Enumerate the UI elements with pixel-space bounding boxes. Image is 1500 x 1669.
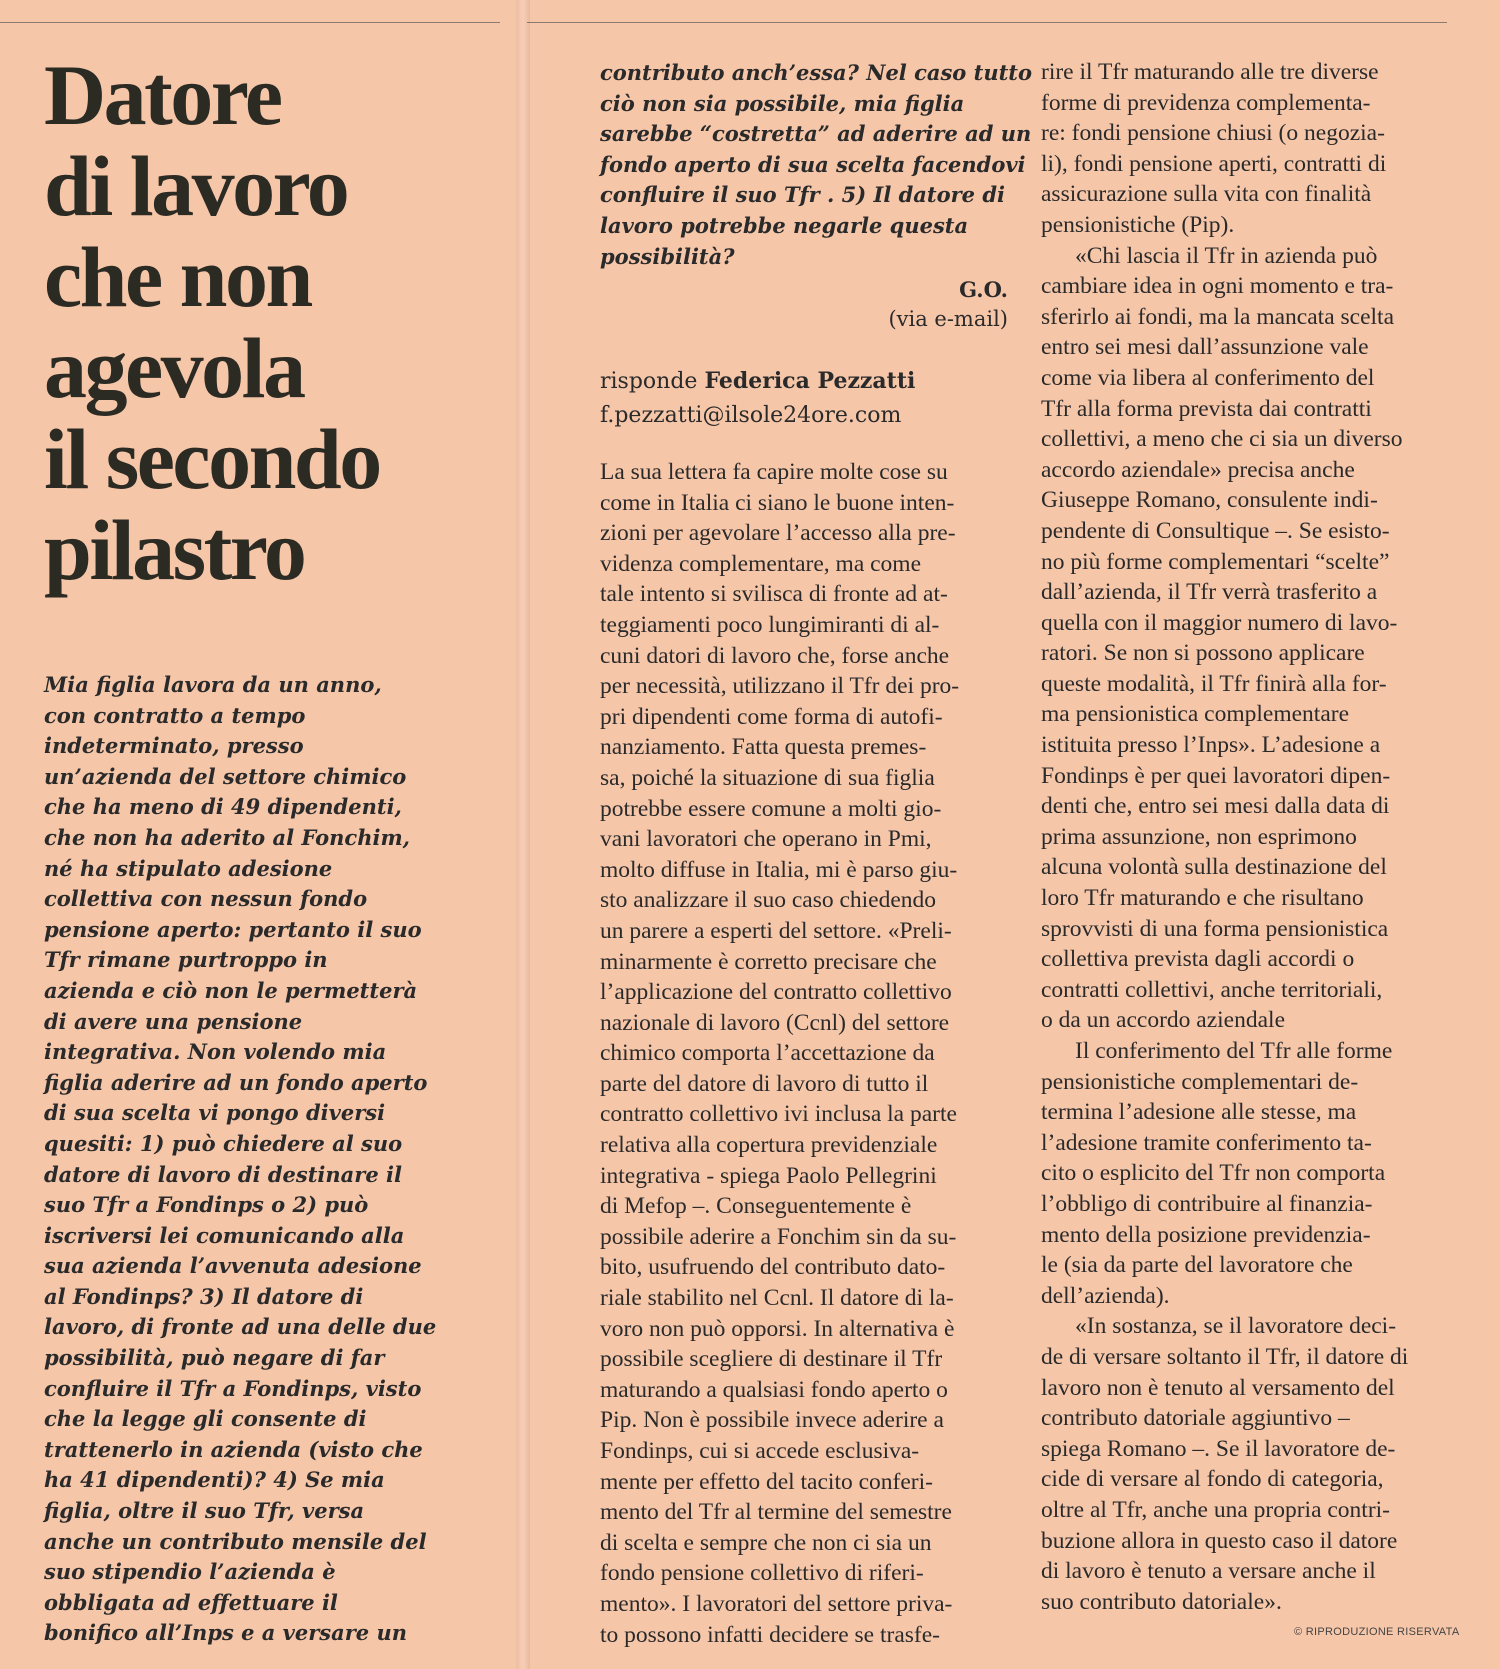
- question-line: ciò non sia possibile, mia figlia: [600, 90, 965, 116]
- question-line: che non ha aderito al Fonchim,: [44, 824, 410, 850]
- question-line: pensione aperto: pertanto il suo: [44, 916, 422, 942]
- answer-line: fondo pensione collettivo di riferi-: [600, 1560, 924, 1587]
- answer-line: «Chi lascia il Tfr in azienda può: [1075, 242, 1378, 269]
- question-line: iscriversi lei comunicando alla: [44, 1222, 405, 1248]
- answer-line: denti che, entro sei mesi dalla data di: [1041, 793, 1390, 820]
- question-line: anche un contributo mensile del: [44, 1528, 427, 1554]
- answer-line: riale stabilito nel Ccnl. Il datore di la-: [600, 1285, 954, 1312]
- answer-line: mento». I lavoratori del settore priva-: [600, 1590, 953, 1617]
- answer-line: Il conferimento del Tfr alle forme: [1075, 1038, 1393, 1064]
- answer-line: videnza complementare, ma come: [600, 550, 922, 577]
- answer-line: ma pensionistica complementare: [1041, 701, 1350, 728]
- answer-line: vani lavoratori che operano in Pmi,: [600, 826, 932, 853]
- question-line: possibilità, può negare di far: [44, 1345, 385, 1371]
- signature-via: (via e-mail): [888, 307, 1008, 331]
- answer-line: contributo datoriale aggiuntivo –: [1041, 1405, 1350, 1432]
- question-line: trattenerlo in azienda (visto che: [44, 1436, 423, 1462]
- headline-line: che non: [44, 229, 311, 325]
- question-line: collettiva con nessun fondo: [44, 886, 368, 912]
- headline-line: Datore: [44, 47, 281, 143]
- answer-line: rire il Tfr maturando alle tre diverse: [1041, 59, 1379, 85]
- question-line: suo Tfr a Fondinps o 2) può: [44, 1192, 369, 1218]
- answer-line: re: fondi pensione chiusi (o negozia-: [1041, 120, 1385, 147]
- answer-line: un parere a esperti del settore. «Preli-: [600, 917, 952, 944]
- answer-line: contratto collettivo ivi inclusa la parte: [600, 1101, 957, 1128]
- answer-line: come via libera al conferimento del: [1041, 364, 1375, 391]
- headline-line: di lavoro: [44, 138, 348, 234]
- answer-line: li), fondi pensione aperti, contratti di: [1041, 150, 1387, 177]
- answer-line: Giuseppe Romano, consulente indi-: [1041, 487, 1378, 514]
- headline-line: pilastro: [44, 502, 305, 598]
- answer-line: integrativa - spiega Paolo Pellegrini: [600, 1162, 937, 1189]
- question-line: figlia, oltre il suo Tfr, versa: [44, 1498, 365, 1524]
- answer-line: l’adesione tramite conferimento ta-: [1041, 1129, 1372, 1156]
- answer-column-1: [600, 457, 1008, 1650]
- answer-line: La sua lettera fa capire molte cose su: [600, 459, 948, 485]
- answer-line: forme di previdenza complementa-: [1041, 89, 1371, 116]
- question-line: che la legge gli consente di: [44, 1406, 367, 1432]
- question-line: possibilità?: [600, 243, 735, 269]
- answer-line: no più forme complementari “scelte”: [1041, 548, 1390, 575]
- answer-line: zioni per agevolare l’accesso alla pre-: [600, 520, 956, 547]
- answer-line: nazionale di lavoro (Ccnl) del settore: [600, 1009, 950, 1036]
- question-line: con contratto a tempo: [44, 702, 306, 728]
- answer-line: di Mefop –. Conseguentemente è: [600, 1193, 912, 1220]
- author-email: f.pezzatti@ilsole24ore.com: [600, 403, 902, 428]
- question-line: integrativa. Non volendo mia: [44, 1039, 387, 1065]
- answer-line: sferirlo ai fondi, ma la mancata scelta: [1041, 303, 1394, 330]
- answer-line: di scelta e sempre che non ci sia un: [600, 1529, 932, 1556]
- answer-line: bito, usufruendo del contributo dato-: [600, 1254, 946, 1281]
- answer-line: collettivi, a meno che ci sia un diverso: [1041, 426, 1403, 453]
- answer-line: o da un accordo aziendale: [1041, 1007, 1286, 1034]
- answer-line: Tfr alla forma prevista dai contratti: [1041, 395, 1372, 422]
- answer-line: voro non può opporsi. In alternativa è: [600, 1315, 955, 1342]
- answer-line: quella con il maggior numero di lavo-: [1041, 609, 1398, 636]
- answer-line: Fondinps è per quei lavoratori dipen-: [1041, 762, 1391, 789]
- question-line: suo stipendio l’azienda è: [44, 1559, 336, 1585]
- answer-line: sto analizzare il suo caso chiedendo: [600, 887, 937, 914]
- byline-prefix: risponde: [600, 369, 705, 394]
- answer-line: relativa alla copertura previdenziale: [600, 1132, 938, 1159]
- answer-line: potrebbe essere comune a molti gio-: [600, 795, 942, 822]
- answer-line: de di versare soltanto il Tfr, il datore di: [1041, 1343, 1409, 1370]
- answer-line: cambiare idea in ogni momento e tra-: [1041, 273, 1394, 300]
- question-line: confluire il suo Tfr . 5) Il datore di: [600, 182, 1006, 208]
- question-line: che ha meno di 49 dipendenti,: [44, 794, 402, 820]
- question-line: Tfr rimane purtroppo in: [44, 947, 328, 973]
- signature-initials: G.O.: [959, 277, 1008, 302]
- answer-line: accordo aziendale» precisa anche: [1041, 456, 1355, 483]
- answer-line: entro sei mesi dall’assunzione vale: [1041, 334, 1369, 361]
- headline-line: agevola: [44, 320, 304, 416]
- answer-line: pendente di Consultique –. Se esisto-: [1041, 517, 1390, 544]
- answer-line: nanziamento. Fatta questa premes-: [600, 734, 927, 761]
- question-line: sarebbe “costretta” ad aderire ad un: [600, 121, 1032, 147]
- answer-line: mente per effetto del tacito conferi-: [600, 1468, 933, 1495]
- answer-line: chimico comporta l’accettazione da: [600, 1040, 935, 1067]
- answer-line: Fondinps, cui si accede esclusiva-: [600, 1438, 920, 1464]
- answer-line: mento del Tfr al termine del semestre: [600, 1499, 952, 1526]
- answer-line: l’obbligo di contribuire al finanzia-: [1041, 1190, 1373, 1217]
- question-line: obbligata ad effettuare il: [44, 1589, 338, 1615]
- byline: [600, 364, 1008, 433]
- answer-line: prima assunzione, non esprimono: [1041, 823, 1357, 850]
- answer-line: teggiamenti poco lungimiranti di al-: [600, 611, 940, 638]
- answer-line: termina l’adesione alle stesse, ma: [1041, 1099, 1357, 1126]
- answer-line: dell’azienda).: [1041, 1282, 1170, 1309]
- question-line: contributo anch’essa? Nel caso tutto: [600, 60, 1032, 85]
- top-rule-left: [0, 22, 500, 23]
- question-line: di sua scelta vi pongo diversi: [44, 1100, 386, 1126]
- answer-line: come in Italia ci siano le buone inten-: [600, 489, 955, 516]
- author-name: Federica Pezzatti: [704, 368, 916, 394]
- answer-line: minarmente è corretto precisare che: [600, 948, 937, 975]
- answer-line: sprovvisti di una forma pensionistica: [1041, 915, 1389, 942]
- question-line: Mia figlia lavora da un anno,: [44, 672, 382, 697]
- question-line: lavoro potrebbe negarle questa: [600, 212, 969, 238]
- answer-line: di lavoro è tenuto a versare anche il: [1041, 1558, 1376, 1585]
- answer-line: maturando a qualsiasi fondo aperto o: [600, 1376, 948, 1403]
- answer-line: istituita presso l’Inps». L’adesione a: [1041, 732, 1381, 759]
- headline: [44, 47, 484, 598]
- question-line: sua azienda l’avvenuta adesione: [44, 1253, 422, 1279]
- answer-column-2: [1041, 57, 1449, 1617]
- question-line: figlia aderire ad un fondo aperto: [44, 1069, 428, 1095]
- answer-line: possibile scegliere di destinare il Tfr: [600, 1346, 943, 1373]
- copyright-notice: © RIPRODUZIONE RISERVATA: [1294, 1626, 1460, 1638]
- question-line: bonifico all’Inps e a versare un: [44, 1620, 408, 1646]
- question-line: quesiti: 1) può chiedere al suo: [44, 1130, 403, 1156]
- page-fold: [516, 0, 530, 1669]
- question-line: di avere una pensione: [44, 1008, 303, 1034]
- answer-line: queste modalità, il Tfr finirà alla for-: [1041, 670, 1387, 697]
- answer-line: lavoro non è tenuto al versamento del: [1041, 1374, 1395, 1401]
- answer-line: suo contributo datoriale».: [1041, 1588, 1282, 1615]
- answer-line: l’applicazione del contratto collettivo: [600, 979, 952, 1006]
- headline-line: il secondo: [44, 411, 380, 507]
- answer-line: le (sia da parte del lavoratore che: [1041, 1252, 1353, 1279]
- question-line: al Fondinps? 3) Il datore di: [44, 1283, 364, 1309]
- answer-line: alcuna volontà sulla destinazione del: [1041, 854, 1387, 881]
- question-line: ha 41 dipendenti)? 4) Se mia: [44, 1467, 385, 1493]
- answer-line: possibile aderire a Fonchim sin da su-: [600, 1223, 957, 1250]
- answer-line: molto diffuse in Italia, mi è parso giu-: [600, 856, 958, 883]
- answer-line: dall’azienda, il Tfr verrà trasferito a: [1041, 579, 1378, 606]
- answer-line: cito o esplicito del Tfr non comporta: [1041, 1160, 1386, 1187]
- answer-line: Pip. Non è possibile invece aderire a: [600, 1407, 944, 1434]
- answer-line: «In sostanza, se il lavoratore deci-: [1075, 1313, 1397, 1340]
- answer-line: mento della posizione previdenzia-: [1041, 1221, 1371, 1248]
- question-line: un’azienda del settore chimico: [44, 763, 407, 789]
- top-rule-right: [527, 22, 1447, 23]
- question-line: confluire il Tfr a Fondinps, visto: [44, 1375, 422, 1401]
- answer-line: buzione allora in questo caso il datore: [1041, 1527, 1398, 1554]
- answer-line: loro Tfr maturando e che risultano: [1041, 885, 1364, 912]
- question-line: né ha stipulato adesione: [44, 855, 333, 881]
- answer-line: parte del datore di lavoro di tutto il: [600, 1070, 929, 1097]
- answer-line: cuni datori di lavoro che, forse anche: [600, 642, 950, 669]
- answer-line: per necessità, utilizzano il Tfr dei pro-: [600, 673, 960, 700]
- question-line: azienda e ciò non le permetterà: [44, 977, 418, 1003]
- answer-line: contratti collettivi, anche territoriali,: [1041, 976, 1383, 1003]
- answer-line: pri dipendenti come forma di autofi-: [600, 703, 943, 730]
- question-line: lavoro, di fronte ad una delle due: [44, 1314, 437, 1340]
- question-line: indeterminato, presso: [44, 733, 304, 759]
- question-line: fondo aperto di sua scelta facendovi: [600, 151, 1026, 177]
- signature: [600, 277, 1008, 337]
- answer-line: cide di versare al fondo di categoria,: [1041, 1466, 1384, 1493]
- answer-line: spiega Romano –. Se il lavoratore de-: [1041, 1435, 1396, 1462]
- answer-line: to possono infatti decidere se trasfe-: [600, 1621, 940, 1648]
- question-line: datore di lavoro di destinare il: [44, 1161, 402, 1187]
- answer-line: oltre al Tfr, anche una propria contri-: [1041, 1496, 1391, 1523]
- answer-line: pensionistiche (Pip).: [1041, 211, 1235, 238]
- reader-question: [44, 670, 437, 1649]
- reader-question-continued: [600, 58, 1032, 272]
- answer-line: sa, poiché la situazione di sua figlia: [600, 764, 935, 791]
- answer-line: assicurazione sulla vita con finalità: [1041, 181, 1372, 208]
- answer-line: tale intento si svilisca di fronte ad at-: [600, 581, 948, 608]
- answer-line: collettiva prevista dagli accordi o: [1041, 946, 1355, 973]
- answer-line: pensionistiche complementari de-: [1041, 1068, 1359, 1095]
- answer-line: ratori. Se non si possono applicare: [1041, 640, 1365, 667]
